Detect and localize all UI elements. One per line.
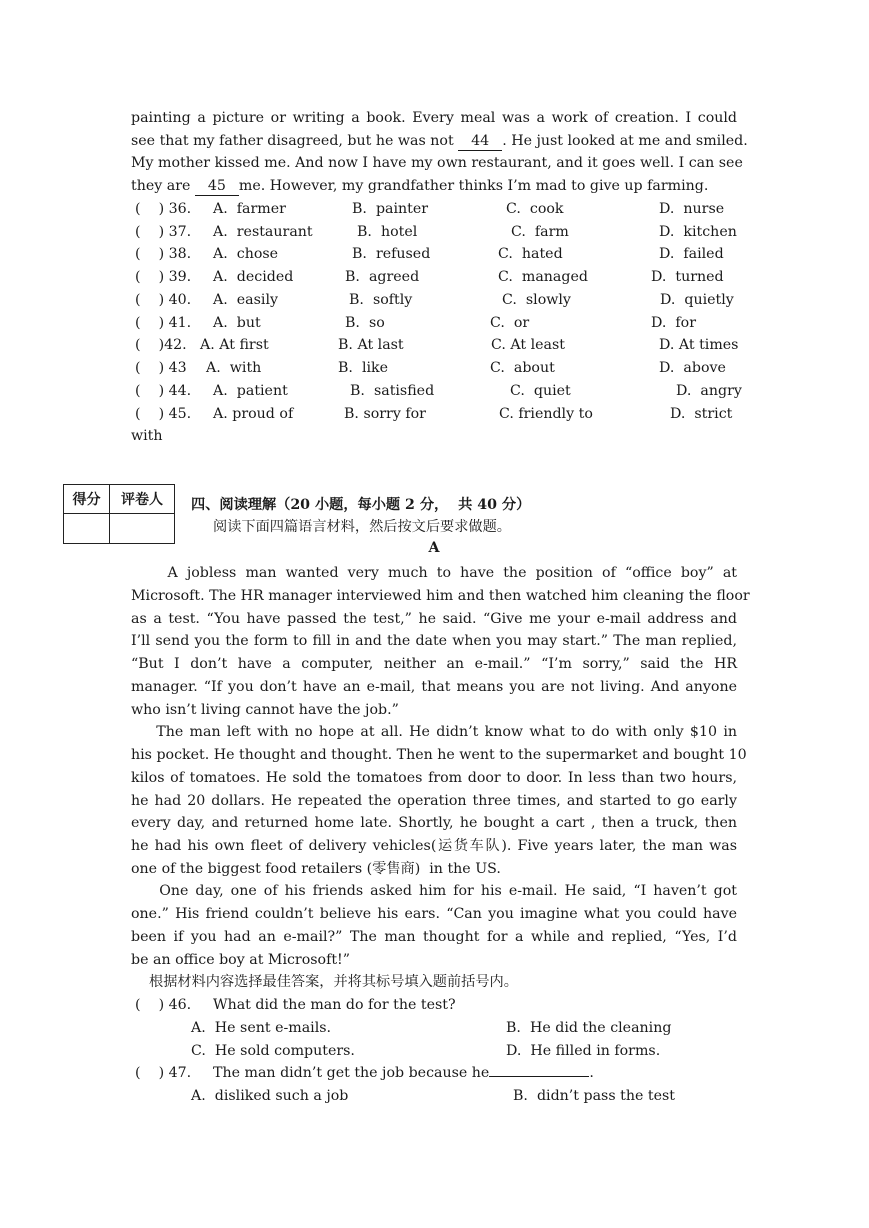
passage-line: Microsoft. The HR manager interviewed him and then watched him cleaning the floor <box>131 588 750 604</box>
option-d: D. for <box>651 315 696 331</box>
question-number: ( ) 37. <box>135 224 192 240</box>
option-c: C. cook <box>506 201 564 217</box>
grader-cell <box>110 514 175 544</box>
section-heading: 四、阅读理解（20 小题，每小题 2 分， 共 40 分） <box>191 497 531 513</box>
option-b: B. painter <box>352 201 429 217</box>
question-number: ( ) 36. <box>135 201 192 217</box>
cloze-text-segment: . He just looked at me and smiled. <box>502 133 748 149</box>
option-a: A. decided <box>213 269 294 285</box>
option-b: B. so <box>345 315 385 331</box>
option-d: D. quietly <box>660 292 734 308</box>
option-d: D. kitchen <box>659 224 737 240</box>
option-a: A. patient <box>213 383 288 399</box>
option-d: D. strict <box>670 406 733 422</box>
passage-line: manager. “If you don’t have an e-mail, that means you are not living. And anyone <box>131 679 737 695</box>
option-a: A. He sent e-mails. <box>191 1020 332 1036</box>
cloze-text-segment: they are <box>131 178 195 194</box>
blank-45: 45 <box>195 177 239 196</box>
cloze-text-line <box>131 175 737 197</box>
option-a: A. chose <box>213 246 279 262</box>
option-b: B. At last <box>338 337 404 353</box>
option-c: C. quiet <box>510 383 571 399</box>
passage-line: kilos of tomatoes. He sold the tomatoes from door to door. In less than two hours, <box>131 770 737 786</box>
cloze-text-segment: see that my father disagreed, but he was not <box>131 133 459 149</box>
option-d: D. angry <box>676 383 742 399</box>
option-b: B. refused <box>352 246 431 262</box>
cloze-text-line: My mother kissed me. And now I have my own restaurant, and it goes well. I can see <box>131 155 743 171</box>
reading-instruction: 根据材料内容选择最佳答案，并将其标号填入题前括号内。 <box>131 974 518 990</box>
question-stem: What did the man do for the test? <box>213 997 456 1013</box>
option-b: B. didn’t pass the test <box>513 1088 675 1104</box>
option-d: D. above <box>659 360 726 376</box>
option-c: C. about <box>490 360 555 376</box>
passage-line: A jobless man wanted very much to have the position of “office boy” at <box>131 565 737 581</box>
option-d: D. turned <box>651 269 724 285</box>
option-d: D. He filled in forms. <box>506 1043 661 1059</box>
passage-line: he had his own fleet of delivery vehicles(运货车队). Five years later, the man was <box>131 838 737 854</box>
option-c: C. or <box>490 315 530 331</box>
question-number: ( ) 45. <box>135 406 192 422</box>
option-d-continuation: with <box>131 428 163 444</box>
option-a: A. restaurant <box>213 224 313 240</box>
option-c: C. managed <box>498 269 588 285</box>
option-a: A. easily <box>213 292 279 308</box>
option-d: D. At times <box>659 337 739 353</box>
option-c: C. farm <box>511 224 569 240</box>
blank-44: 44 <box>458 132 502 151</box>
option-b: B. softly <box>349 292 413 308</box>
cloze-text-segment: me. However, my grandfather thinks I’m mad to give up farming. <box>238 178 709 194</box>
passage-line: one.” His friend couldn’t believe his ears. “Can you imagine what you could have <box>131 906 737 922</box>
option-a: A. farmer <box>213 201 286 217</box>
question-number: ( )42. <box>135 337 187 353</box>
passage-line: “But I don’t have a computer, neither an e-mail.” “I’m sorry,” said the HR <box>131 656 737 672</box>
option-b: B. He did the cleaning <box>506 1020 672 1036</box>
question-number: ( ) 41. <box>135 315 192 331</box>
option-d: D. failed <box>659 246 724 262</box>
passage-line: who isn’t living cannot have the job.” <box>131 702 399 718</box>
option-a: A. but <box>213 315 261 331</box>
passage-line: One day, one of his friends asked him for his e-mail. He said, “I haven’t got <box>131 883 737 899</box>
question-number: ( ) 38. <box>135 246 192 262</box>
answer-blank <box>489 1062 589 1077</box>
question-number: ( ) 39. <box>135 269 192 285</box>
score-header: 得分 <box>64 485 110 514</box>
passage-line: he had 20 dollars. He repeated the operation three times, and started to go early <box>131 793 737 809</box>
grader-header: 评卷人 <box>110 485 175 514</box>
section-instruction: 阅读下面四篇语言材料，然后按文后要求做题。 <box>213 519 511 535</box>
option-d: D. nurse <box>659 201 725 217</box>
option-a: A. At first <box>200 337 269 353</box>
passage-line: The man left with no hope at all. He didn’t know what to do with only $10 in <box>131 724 737 740</box>
cloze-text-line: painting a picture or writing a book. Every meal was a work of creation. I could <box>131 110 737 126</box>
question-number: ( ) 46. <box>135 997 192 1013</box>
option-c: C. slowly <box>502 292 571 308</box>
passage-line: I’ll send you the form to fill in and the date when you may start.” The man replied, <box>131 633 737 649</box>
passage-line: every day, and returned home late. Shortly, he bought a cart , then a truck, then <box>131 815 737 831</box>
option-b: B. hotel <box>357 224 418 240</box>
score-cell <box>64 514 110 544</box>
question-number: ( ) 44. <box>135 383 192 399</box>
option-b: B. agreed <box>345 269 420 285</box>
passage-line: been if you had an e-mail?” The man thought for a while and replied, “Yes, I’d <box>131 929 737 945</box>
cloze-text-line <box>131 130 748 152</box>
option-b: B. satisfied <box>350 383 435 399</box>
passage-line: his pocket. He thought and thought. Then he went to the supermarket and bought 10 <box>131 747 747 763</box>
passage-line: as a test. “You have passed the test,” he said. “Give me your e-mail address and <box>131 611 737 627</box>
option-c: C. At least <box>491 337 565 353</box>
option-a: A. proud of <box>213 406 294 422</box>
question-number: ( ) 43 <box>135 360 187 376</box>
passage-line: one of the biggest food retailers (零售商) in the US. <box>131 861 501 877</box>
passage-line: be an office boy at Microsoft!” <box>131 952 350 968</box>
option-c: C. He sold computers. <box>191 1043 355 1059</box>
question-number: ( ) 40. <box>135 292 192 308</box>
question-stem: The man didn’t get the job because he <box>213 1065 490 1081</box>
option-a: A. disliked such a job <box>191 1088 349 1104</box>
option-c: C. friendly to <box>499 406 593 422</box>
question-number: ( ) 47. <box>135 1065 192 1081</box>
question-stem-end: . <box>589 1065 594 1081</box>
question-stem-line <box>213 1062 594 1084</box>
score-table <box>63 484 175 544</box>
option-b: B. like <box>338 360 389 376</box>
option-b: B. sorry for <box>344 406 426 422</box>
option-a: A. with <box>206 360 262 376</box>
option-c: C. hated <box>498 246 563 262</box>
passage-label: A <box>428 540 440 556</box>
